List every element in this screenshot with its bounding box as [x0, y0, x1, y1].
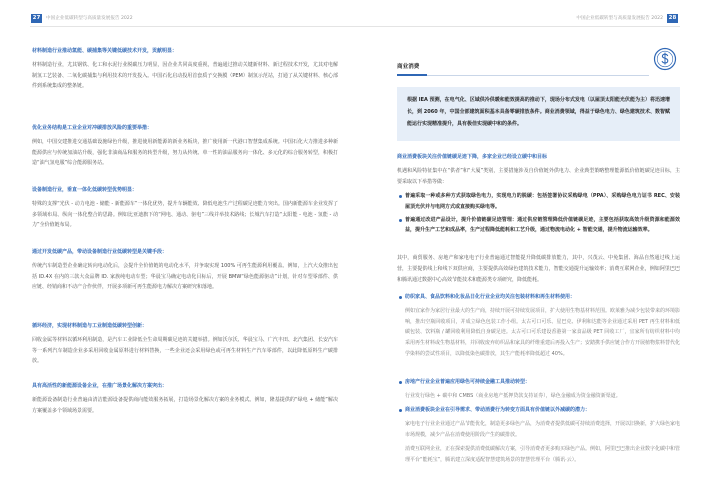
page-number-right: 28: [668, 15, 677, 21]
section-title-accent: [397, 74, 427, 76]
subsection-body: 消费互联网企业，正在探索提供消费低碳解决方案，引导消费者更多购买绿色产品。例如，阿里巴巴推出企业数字化碳中和管理平台“能耗宝”，腾讯建立深度适配智慧建筑场景的智慧管理平台（腾讯·云）。: [405, 446, 681, 464]
subsection-heading: 房地产行业企业普遍应用绿色可持续金融工具推动转型：: [397, 377, 680, 388]
section-body: 新能源设备制造行业普遍由清洁能源设备提供商向能效服务拓展，打造场景化解决方案的业务模式。例如，隆基提供的“绿电 + 储能”解决方案覆盖多个领域场景需要。: [32, 396, 338, 414]
left-section-2: [32, 123, 338, 169]
callout-box: 根据 IEA 预测，在电气化、区域供冷供暖和能效提高的推动下，现场分布式发电（以屋顶太阳能光伏能为主）将迅速增长，到 2060 年，中国全部建筑面积基本具备零碳排放条件。商业消费领域，得益于绿色电力、绿色建筑技术、数智赋能运行实现精准提升，具有极佳实现碳中和的条件。: [397, 87, 680, 141]
section-title: 商业消费: [397, 64, 420, 70]
section-heading: 通过开发低碳产品，带动设备制造行业低碳转型是关键手段：: [32, 249, 168, 255]
subsection-body: 家电电子行业企业通过产品节能优化，制造更多绿色产品，为消费者提供低碳可持续消费选择，开展以旧换新，扩大绿色家电市场规模，减少产品在消费使用阶段产生的碳排放。: [405, 420, 681, 438]
section-heading: 材料制造行业推动氢能、碳捕集等关键低碳技术开发，贡献明显：: [32, 48, 178, 54]
section-heading: 设备制造行业，垂直一体化低碳转型优势明显：: [32, 187, 138, 193]
running-title-right: 中国企业低碳转型与高质量发展报告 2022: [576, 16, 663, 21]
section-title-rule: [397, 75, 649, 76]
right-heading: 商业消费板块关注价值链碳足迹下降，多家企业已经设立碳中和目标: [397, 154, 548, 160]
subsection-body: 行业发行绿色 + 碳中和 CMBS（商业房地产抵押贷款支持证券），绿色金融成为资金融资新渠道。: [405, 392, 621, 399]
list-item: [397, 215, 680, 237]
dollar-coin-icon: [652, 46, 678, 72]
bullet-list: [397, 191, 680, 238]
subsection-heading: 商业消费板块企业在引导需求、带动消费行为转变方面具有价值链以外减碳的潜力：: [397, 405, 680, 416]
header-divider: [30, 26, 680, 27]
bullet-text: 普遍通过改进产品设计，提升价值链碳足迹管理：通过供应链管理降低价值链碳足迹，主要包括获取高效升级资源和能源效益，提升生产工艺和成品率，生产过程降低能耗和工艺升级，通过物流电动化 + 智能交通，提升物流运输效率。: [405, 216, 680, 234]
left-section-5: [32, 321, 338, 367]
section-body: 传统汽车制造型企业确定转向电动化后，会提升全价值链的电动化水平，并争取实现 100% 可再生能源利用覆盖。例如，上汽大众推出包括 ID.4X 在内的三款大众品牌 ID. 家族纯电动车型；华晨宝马确定电动化目标后，开展 BMW“绿色能源驱动”计划，针对车型零部件、供应链、经销商和不动产合作伙伴，开展多项新可再生能源电力解决方案研究和落地。: [32, 262, 338, 291]
subsection-1: [397, 292, 680, 360]
left-section-1: [32, 46, 338, 92]
left-section-6: [32, 381, 338, 416]
section-heading: 具有高活性的新能源设备企业，在推广场景化解决方案突出：: [32, 383, 168, 389]
subsection-body: 例如宜家作为家居行业最大的生产商，持续开展可持续发展项目，扩大使用生物基材料范围。欧莱雅为减少包装带来的环境影响，推出空瓶回收项目，并成立绿色包装工作小组。太古可口可乐、星巴克、伊利和达能等企业通过采用 PET 再生材料和低碳包装、饮料瓶 / 罐回收利用降低自身碳足迹。太古可口可乐建设香港第一家食品级 PET 回收工厂，宜家所有纺织材料中均采用再生材料或生物基材料，并回收废弃纺织品和家具的纤维重建后再投入生产；安踏携手供应链合作方开展植物浆料替代化学染料的尝试性项目，以降低染色碳排放，其生产能耗率降低超过 40%。: [405, 307, 681, 357]
section-body: 特殊的支撑“光伏 - 动力电池 - 储能 - 新能源车”一体化优势，提升车辆能效、降低电池生产过程碳足迹能力突出。国内新能源车企业发挥了多领域布局、纵向一体化整合的思路。例如比亚迪旗下的“网电、通动、驱电”三线并举技术路线；长城汽车打造“太阳能 - 电池 - 氢能 - 动力”全价值链布局。: [32, 200, 338, 229]
section-body: 回收金属等材料以循环利用制造，是汽车工业降低全生命周期碳足迹的关键举措。例如沃尔沃、华晨宝马、广汽丰田、北汽集团、长安汽车等一系列汽车制造企业多采用回收金属原料进行材料替换，一些企业还会采用绿色或可再生材料生产汽车零部件，以此降低原料生产碳排放。: [32, 336, 338, 365]
bullet-text: 普遍采取一种或多种方式获取绿色电力，实现电力的脱碳：包括签署协议采购绿电（PPA）、采购绿色电力证书 REC、安装屋顶光伏并与电网方式或直接购买绿电等。: [405, 193, 680, 210]
subsection-3: [397, 405, 680, 466]
section-body: 例如，中国交建推进交通基础设施绿色升级，推进使用新能源的新业务板块，推广使用新一代港口智慧集成系统。中国石化大力推进多种新能源供应与传统加油站升级，强化非油商品和服务的转型升级，努力从传统、单一性的油品服务向一体化、多元化的综合服务转型，积极打造“油气氢电服”综合能源服务站。: [32, 138, 338, 167]
section-heading: 循环经济，实现材料制造与工业制造低碳转型创新：: [32, 323, 148, 329]
left-section-3: [32, 185, 338, 231]
running-title-left: 中国企业低碳转型与高质量发展报告 2022: [46, 16, 133, 21]
section-heading: 优化业务结构是工业企业对冲碳排放风险的重要举措：: [32, 125, 153, 131]
right-paragraph: 其中，商贸服务、房地产和家电电子行业普遍通过智能提升降低碳排放能力，其中，兴茂云、中免集团、海品自然通过线上运营，主要提供线上和线下双供应商，主要提供高效绿色建筑技术能力，智能交通提升运输效率；消费互联网企业，例如阿里巴巴和腾讯通过数据中心高效节能技术和能源类专项研究，降低能耗。: [397, 255, 680, 283]
list-item: [397, 191, 680, 213]
subsection-2: [397, 377, 680, 402]
right-intro: 机遇和风险特征集中在“供者”和“大厦”类别，主要措施涉及自价值链外供电力、企业典型策略整理能源低价值链碳足迹目标，主要采取以下举措等做：: [397, 168, 680, 185]
left-section-4: [32, 247, 338, 293]
section-body: 材料制造行业，尤其钢铁、化工和水泥行业脱碳压力明显，因企业共同高度重视，普遍通过推动关键新材料、新过程技术开发，尤其对电解制氢工艺装备、二氧化碳捕集与利用技术的开发投入。中国石化启动投用首套质子交换膜（PEM）制氢示范站，打通了从关键材料、核心部件到系统集成的整条链。: [32, 61, 338, 90]
page-number-left: 27: [32, 15, 41, 21]
subsection-heading: 纺织家具、食品饮料和化妆品日化行业企业均关注包装材料和再生材料使用：: [397, 292, 680, 303]
